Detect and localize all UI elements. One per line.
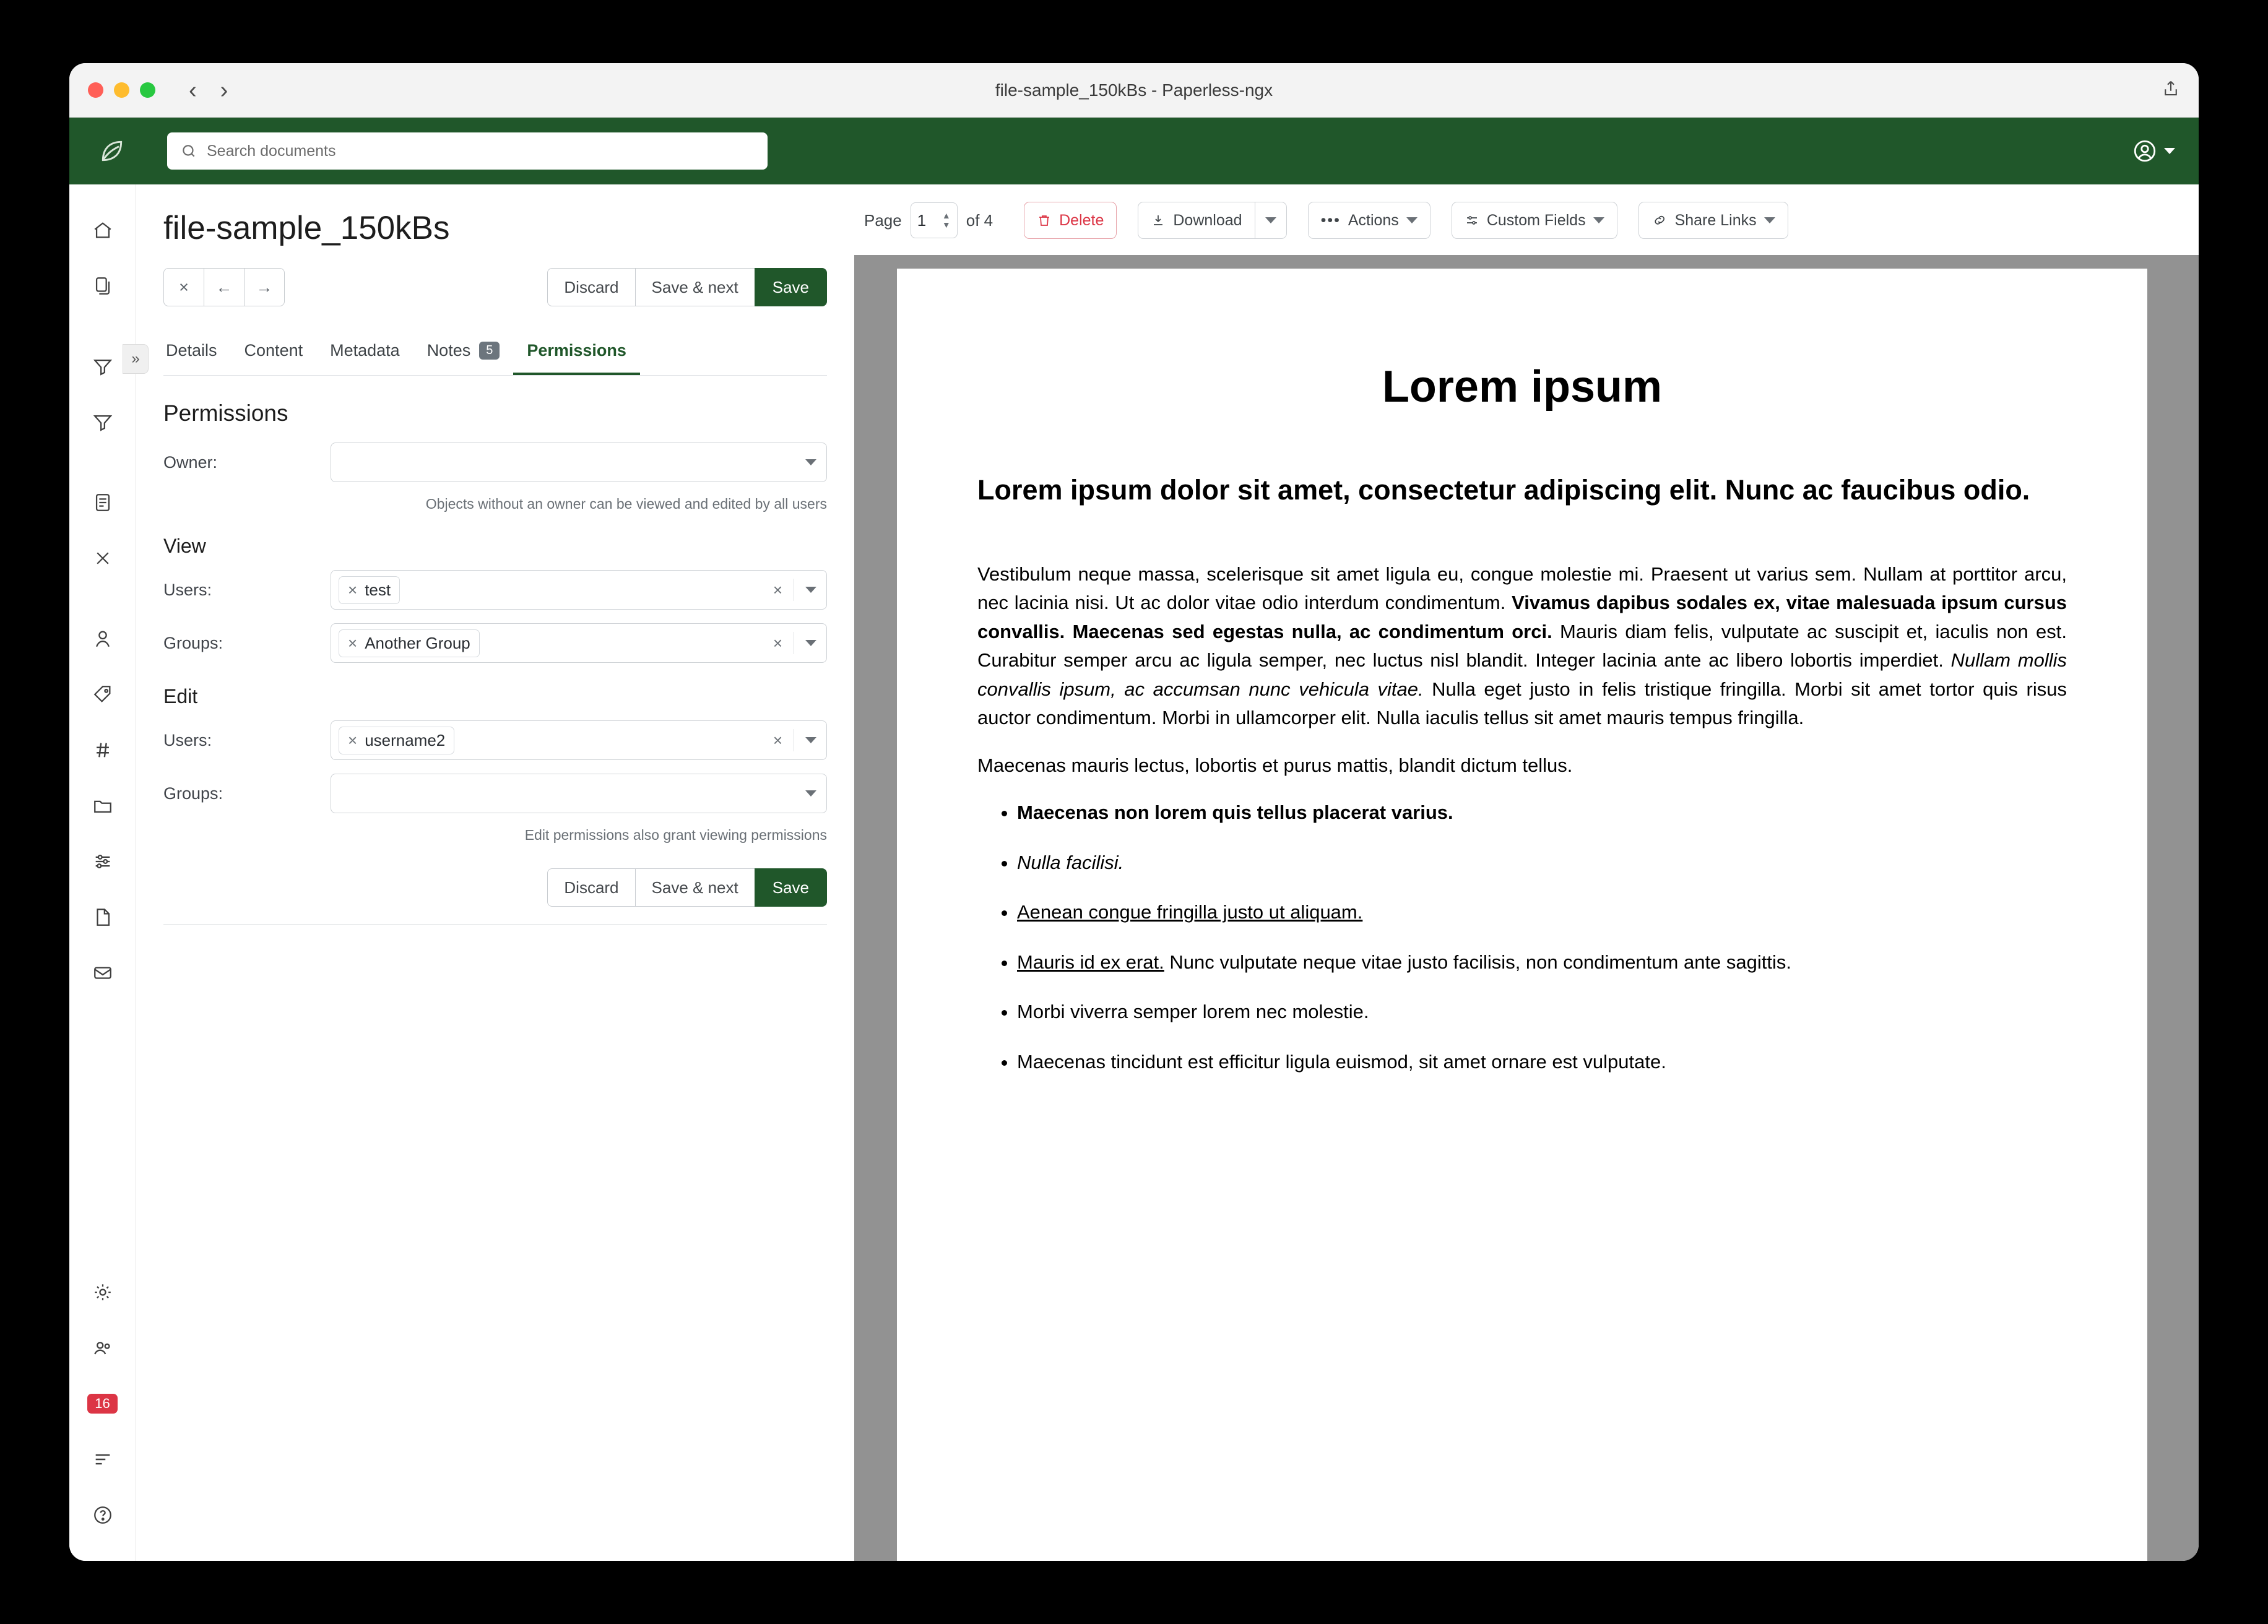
leaf-icon[interactable] (93, 137, 131, 165)
share-links-label: Share Links (1674, 211, 1757, 229)
owner-row (163, 443, 827, 482)
clear-icon[interactable]: × (773, 633, 782, 652)
clear-icon[interactable]: × (773, 580, 782, 599)
tab-notes[interactable] (413, 332, 514, 375)
edit-hint: Edit permissions also grant viewing permissions (524, 827, 827, 843)
page-control (864, 202, 993, 238)
preview-pane (854, 184, 2199, 1561)
text-run: Vestibulum neque massa, scelerisque sit amet ligula eu, congue molestie mi. Praesent ut varius sem. Nullam at porttitor arcu, nec lacinia nisi. Ut ac dolor vitae odio interdum condimentum. (977, 563, 2067, 614)
tab-label: Permissions (527, 341, 626, 360)
text-run-italic: Nullam mollis convallis ipsum, ac accumsan nunc vehicula vitae. (977, 649, 2067, 700)
delete-button[interactable] (1024, 202, 1117, 239)
edit-users-select[interactable] (331, 720, 827, 760)
envelope-icon (92, 962, 113, 983)
document-icon (92, 492, 113, 513)
custom-fields-label: Custom Fields (1486, 211, 1586, 229)
list-item: • Maecenas tincidunt est efficitur ligula euismod, sit amet ornare est vulputate. (1017, 1048, 2067, 1077)
preview-toolbar (854, 184, 2199, 255)
chevron-down-icon[interactable] (805, 459, 816, 465)
files-icon (92, 275, 113, 296)
chevron-down-icon[interactable] (805, 737, 816, 743)
sidebar-bottom (79, 1269, 126, 1561)
edit-users-row (163, 720, 827, 760)
owner-label: Owner: (163, 452, 218, 472)
sidebar-item-dashboard[interactable] (79, 207, 126, 254)
sidebar-item-users[interactable] (79, 615, 126, 662)
funnel-icon (92, 356, 113, 377)
person-icon (92, 628, 113, 649)
tab-label: Details (166, 341, 217, 360)
preview-list (977, 798, 2067, 1076)
gear-icon (92, 1282, 113, 1303)
chip-label: username2 (365, 730, 446, 749)
search-placeholder: Search documents (207, 142, 336, 160)
preview-paragraph-2: Maecenas mauris lectus, lobortis et purus mattis, blandit dictum tellus. (977, 754, 1573, 776)
sidebar-item-settings[interactable] (79, 1269, 126, 1316)
sidebar-item-mail[interactable] (79, 949, 126, 996)
discard-button-bottom[interactable]: Discard (547, 868, 635, 907)
forward-icon[interactable]: › (220, 77, 228, 103)
sidebar-item-storage-paths[interactable] (79, 782, 126, 829)
edit-groups-select[interactable] (331, 774, 827, 813)
question-icon (92, 1505, 113, 1526)
document-actions-top (163, 268, 827, 306)
chevron-down-icon[interactable] (1593, 217, 1604, 223)
dots-icon: ••• (1320, 211, 1341, 229)
preview-paragraph-1 (977, 560, 2067, 733)
folder-icon (92, 795, 113, 816)
page-number-value: 1 (917, 210, 927, 230)
pdf-viewer[interactable] (854, 255, 2199, 1561)
save-and-next-button-bottom[interactable]: Save & next (635, 868, 755, 907)
save-group-bottom (548, 868, 827, 907)
save-button-top[interactable]: Save (755, 268, 827, 306)
trash-icon (1037, 213, 1052, 228)
next-document-button[interactable]: → (244, 268, 285, 306)
owner-select[interactable] (331, 443, 827, 482)
edit-users-label: Users: (163, 730, 212, 749)
actions-label: Actions (1348, 211, 1399, 229)
chip-remove-icon[interactable]: × (348, 730, 358, 749)
chip-remove-icon[interactable]: × (348, 580, 358, 599)
sidebar-item-tasks[interactable] (79, 1380, 126, 1427)
app-window (69, 63, 2199, 1561)
sidebar-collapse-toggle[interactable]: » (123, 344, 149, 374)
sidebar-item-close-view[interactable] (79, 535, 126, 582)
sidebar (69, 184, 140, 1561)
link-icon (1651, 213, 1668, 228)
owner-select-actions[interactable] (805, 459, 820, 465)
view-users-row (163, 570, 827, 610)
tag-icon (92, 684, 113, 705)
save-and-next-button-top[interactable]: Save & next (635, 268, 755, 306)
actions-button[interactable] (1308, 202, 1430, 239)
app-header (69, 118, 2199, 184)
text-run: Nulla eget justo in felis tristique fringilla. Morbi sit amet tortor quis risus auctor condimentum. Morbi in ullamcorper elit. Nulla iaculis tellus sit amet mauris tempus fringilla. (977, 678, 2067, 729)
sidebar-item-tags[interactable] (79, 671, 126, 718)
tab-label: Content (244, 341, 303, 360)
window-title: file-sample_150kBs - Paperless-ngx (995, 80, 1273, 100)
people-icon (92, 1337, 113, 1358)
list-item: • Morbi viverra semper lorem nec molestie. (1017, 998, 2067, 1027)
maximize-window-icon[interactable] (140, 82, 155, 98)
page-label: Page (864, 210, 902, 230)
list-item (1017, 948, 2067, 977)
pdf-page (897, 269, 2147, 1561)
account-icon (2132, 138, 2158, 164)
tasks-badge: 16 (87, 1394, 117, 1414)
download-split-button (1138, 202, 1286, 239)
x-icon (93, 549, 112, 568)
tab-label: Notes (426, 341, 471, 360)
download-label: Download (1173, 211, 1242, 229)
view-groups-actions[interactable] (773, 632, 820, 654)
search-icon (181, 143, 197, 159)
download-icon (1151, 213, 1166, 228)
text-run-bold: Vivamus dapibus sodales ex, vitae malesuada ipsum cursus convallis. Maecenas sed egestas nulla, ac condimentum orci. (977, 592, 2067, 642)
chip-view-user[interactable] (339, 576, 400, 604)
sidebar-item-saved-view-1[interactable] (79, 343, 126, 390)
preview-heading-2: Lorem ipsum dolor sit amet, consectetur adipiscing elit. Nunc ac faucibus odio. (977, 474, 2030, 506)
sidebar-item-documents[interactable] (79, 262, 126, 309)
chip-label: Another Group (365, 633, 470, 652)
document-actions-bottom (163, 868, 827, 907)
chevron-down-icon[interactable] (805, 790, 816, 797)
sidebar-item-custom-fields[interactable] (79, 838, 126, 885)
divider (163, 924, 827, 925)
custom-fields-button[interactable] (1452, 202, 1617, 239)
funnel-icon (92, 412, 113, 433)
document-edit-pane (136, 184, 854, 1561)
share-icon[interactable] (2162, 79, 2180, 101)
list-icon (92, 1449, 113, 1470)
view-groups-label: Groups: (163, 633, 223, 652)
sidebar-item-correspondents[interactable] (79, 479, 126, 526)
hash-icon (92, 740, 113, 761)
browser-nav[interactable] (189, 79, 228, 102)
download-options-button[interactable] (1255, 202, 1287, 239)
previous-document-button[interactable]: ← (204, 268, 245, 306)
back-icon[interactable]: ‹ (189, 77, 197, 103)
chip-view-group[interactable] (339, 629, 480, 657)
edit-users-actions[interactable] (773, 729, 820, 751)
sidebar-item-logs[interactable] (79, 1436, 126, 1483)
tab-content[interactable] (231, 332, 317, 375)
edit-groups-row (163, 774, 827, 813)
save-button-bottom[interactable]: Save (755, 868, 827, 907)
page-title: file-sample_150kBs (163, 210, 450, 246)
minimize-window-icon[interactable] (114, 82, 129, 98)
sliders-icon (92, 851, 113, 872)
close-window-icon[interactable] (88, 82, 103, 98)
preview-heading-1: Lorem ipsum (1382, 362, 1663, 412)
home-icon (92, 220, 113, 241)
view-heading: View (163, 535, 206, 557)
discard-button-top[interactable]: Discard (547, 268, 635, 306)
page-total: of 4 (966, 210, 993, 230)
owner-hint: Objects without an owner can be viewed and edited by all users (425, 496, 827, 512)
save-group-top (548, 268, 827, 306)
edit-groups-label: Groups: (163, 784, 223, 803)
chip-remove-icon[interactable]: × (348, 633, 358, 652)
delete-label: Delete (1059, 211, 1104, 229)
list-item (1017, 849, 2067, 878)
notes-count-badge: 5 (479, 342, 500, 360)
chevron-down-icon[interactable] (1265, 217, 1276, 223)
chevron-down-icon[interactable] (1764, 217, 1775, 223)
edit-heading: Edit (163, 685, 198, 707)
share-links-button[interactable] (1638, 202, 1788, 239)
tab-details[interactable] (163, 332, 231, 375)
sidebar-item-saved-view-2[interactable] (79, 399, 126, 446)
sidebar-item-file-tasks[interactable] (79, 894, 126, 941)
text-run-bold: Maecenas non lorem quis tellus placerat varius. (1017, 801, 1453, 824)
sidebar-item-document-types[interactable] (79, 727, 126, 774)
chevron-down-icon[interactable] (1406, 217, 1418, 223)
traffic-lights[interactable] (88, 82, 155, 98)
file-icon (92, 907, 113, 928)
permissions-heading: Permissions (163, 400, 288, 426)
clear-icon[interactable]: × (773, 730, 782, 749)
tab-permissions[interactable] (513, 332, 640, 375)
sidebar-item-help[interactable] (79, 1492, 126, 1539)
chevron-down-icon[interactable] (805, 640, 816, 646)
stepper-icon[interactable]: ▲ ▼ (941, 210, 951, 230)
tab-label: Metadata (330, 341, 400, 360)
app-body (69, 184, 2199, 1561)
view-users-label: Users: (163, 580, 212, 599)
close-document-button[interactable]: × (163, 268, 204, 306)
sliders-icon (1465, 213, 1479, 228)
document-nav-group[interactable] (163, 268, 285, 306)
page-number-input[interactable] (911, 202, 958, 238)
text-run: Nunc vulputate neque vitae justo facilisis, non condimentum ante sagittis. (1164, 951, 1792, 973)
text-run-underline: Aenean congue fringilla justo ut aliquam. (1017, 901, 1363, 923)
document-tabs (163, 332, 827, 376)
view-groups-row (163, 623, 827, 663)
tab-metadata[interactable] (316, 332, 413, 375)
view-groups-select[interactable] (331, 623, 827, 663)
search-input[interactable] (167, 132, 768, 170)
download-button[interactable] (1138, 202, 1255, 239)
window-titlebar (69, 63, 2199, 118)
chevron-down-icon[interactable] (805, 587, 816, 593)
chip-label: test (365, 580, 391, 599)
list-item (1017, 798, 2067, 827)
account-menu[interactable] (2132, 138, 2175, 164)
text-run-underline: Mauris id ex erat. (1017, 951, 1164, 973)
sidebar-item-admin[interactable] (79, 1324, 126, 1371)
view-users-actions[interactable] (773, 579, 820, 601)
view-users-select[interactable] (331, 570, 827, 610)
list-item (1017, 898, 2067, 927)
edit-groups-actions[interactable] (805, 790, 820, 797)
chip-edit-user[interactable] (339, 727, 454, 754)
text-run-italic: Nulla facilisi. (1017, 851, 1124, 873)
chevron-down-icon[interactable] (2164, 148, 2175, 154)
text-run: Mauris diam felis, vulputate ac suscipit et, iaculis non est. Curabitur semper arcu ac ligula semper, nec luctus nisl blandit. Integer lacinia ante ac libero lobortis imperdiet. (977, 620, 2067, 672)
